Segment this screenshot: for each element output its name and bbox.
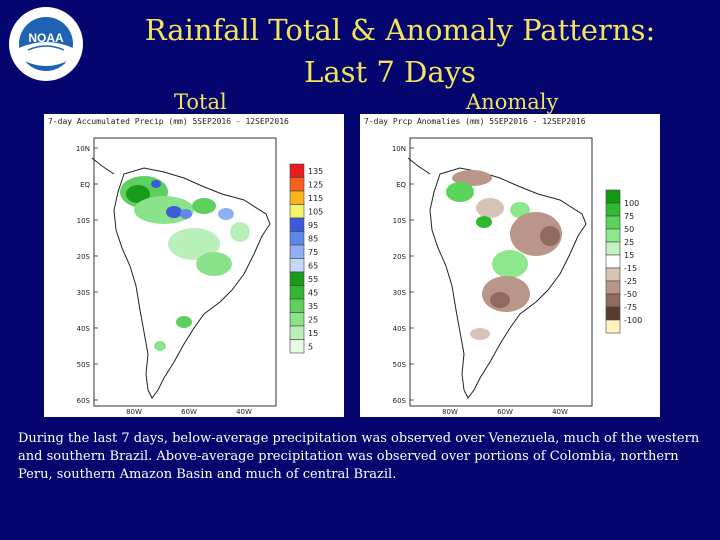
lat-tick-label: 50S [76,361,90,369]
lat-tick-label: 20S [392,253,406,261]
lon-tick-label: 60W [181,408,197,416]
legend-swatch [606,190,620,203]
legend-label: -15 [624,264,638,273]
anomaly-lon-ticks [442,408,568,416]
legend-label: 65 [308,261,319,271]
total-precip-map [44,114,344,417]
legend-swatch [606,255,620,268]
slide-subtitle: Last 7 Days [304,55,476,89]
lon-tick-label: 40W [236,408,252,416]
lon-tick-label: 80W [126,408,142,416]
legend-label: 5 [308,342,314,352]
legend-label: -50 [624,290,638,299]
legend-swatch [606,281,620,294]
legend-swatch [290,299,304,313]
legend-label: 25 [624,238,635,247]
legend-label: -25 [624,277,638,286]
legend-label: 45 [308,288,319,298]
legend-label: 125 [308,180,324,190]
lat-tick-label: 40S [392,325,406,333]
lon-tick-label: 40W [552,408,568,416]
legend-swatch [606,216,620,229]
legend-swatch [290,286,304,300]
legend-label: 75 [624,212,635,221]
lon-tick-label: 80W [442,408,458,416]
legend-label: 15 [624,251,635,260]
legend-swatch [606,320,620,333]
lat-tick-label: 30S [392,289,406,297]
logo-text: NOAA [28,31,64,45]
legend-label: 15 [308,328,319,338]
noaa-logo [8,6,84,82]
legend-label: 115 [308,193,324,203]
legend-swatch [290,272,304,286]
legend-label: 25 [308,315,319,325]
legend-label: 85 [308,234,319,244]
legend-label: 35 [308,301,319,311]
lat-tick-label: 10S [76,217,90,225]
total-label: Total [174,90,227,114]
legend-swatch [606,307,620,320]
legend-swatch [290,259,304,273]
legend-swatch [606,242,620,255]
legend-swatch [606,294,620,307]
legend-swatch [290,340,304,354]
legend-swatch [606,268,620,281]
legend-swatch [606,203,620,216]
anomaly-label: Anomaly [466,90,559,114]
anomaly-legend [606,190,642,333]
total-legend [290,164,323,353]
lat-tick-label: 10N [75,145,90,153]
total-map-header: 7-day Accumulated Precip (mm) 5SEP2016 - 12SEP2016 [48,117,289,126]
legend-label: 95 [308,220,319,230]
legend-swatch [290,313,304,327]
anomaly-map-header: 7-day Prcp Anomalies (mm) 5SEP2016 - 12SEP2016 [364,117,586,126]
legend-label: 50 [624,225,635,234]
legend-label: -100 [624,316,643,325]
legend-label: -75 [624,303,638,312]
legend-label: 75 [308,247,319,257]
legend-label: 105 [308,207,324,217]
legend-swatch [290,326,304,340]
legend-label: 100 [624,199,640,208]
lat-tick-label: 10S [392,217,406,225]
lat-tick-label: EQ [396,181,406,189]
lat-tick-label: 60S [76,397,90,405]
lat-tick-label: 30S [76,289,90,297]
lat-tick-label: 20S [76,253,90,261]
legend-label: 135 [308,166,324,176]
lon-tick-label: 60W [497,408,513,416]
lat-tick-label: 50S [392,361,406,369]
lat-tick-label: 40S [76,325,90,333]
anomaly-precip-map [360,114,660,417]
legend-swatch [606,229,620,242]
legend-label: 55 [308,274,319,284]
legend-swatch [290,178,304,192]
lat-tick-label: EQ [80,181,90,189]
legend-swatch [290,232,304,246]
total-lon-ticks [126,408,252,416]
caption-text: During the last 7 days, below-average precipitation was observed over Venezuela, much of the western and southern Brazil. Above-average precipitation was observed over portions of Colombia, northern Peru, southern Amazon Basin and much of central Brazil. [18,431,700,482]
slide-title: Rainfall Total & Anomaly Patterns: [144,13,656,47]
legend-swatch [290,191,304,205]
legend-swatch [290,205,304,219]
legend-swatch [290,218,304,232]
legend-swatch [290,164,304,178]
legend-swatch [290,245,304,259]
lat-tick-label: 60S [392,397,406,405]
lat-tick-label: 10N [391,145,406,153]
